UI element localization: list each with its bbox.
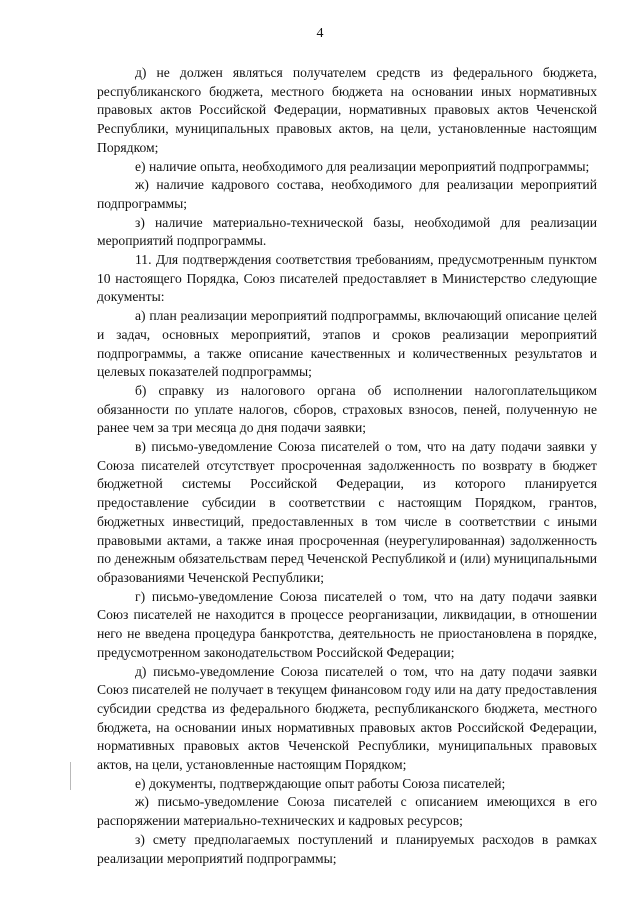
paragraph-zh-staff: ж) наличие кадрового состава, необходимого для реализации мероприятий подпрограммы;: [97, 177, 597, 211]
paragraph-d-no-funding-letter: д) письмо-уведомление Союза писателей о том, что на дату подачи заявки Союз писателей не получает в текущем финансовом году или на дату предоставления субсидии средства из федерального бюджета, республиканского бюджета, местного бюджета, на основании иных нормативных правовых актов Российской Федерации, нормативных правовых актов Чеченской Республики, муниципальных правовых актов, на цели, установленные настоящим Порядком;: [97, 663, 597, 773]
page-number: 4: [316, 26, 324, 41]
paragraph-b-tax-certificate: б) справку из налогового органа об исполнении налогоплательщиком обязанности по уплате налогов, сборов, страховых взносов, пеней, полученную не ранее чем за три месяца до дня подачи заявки;: [97, 382, 597, 436]
paragraph-zh-resources-letter: ж) письмо-уведомление Союза писателей с описанием имеющихся в его распоряжении материально-технических и кадровых ресурсов;: [97, 794, 597, 829]
paragraph-z-technical-base: з) наличие материально-технической базы, необходимой для реализации мероприятий подпрограммы.: [97, 214, 597, 249]
paragraph-e-experience-documents: е) документы, подтверждающие опыт работы Союза писателей;: [135, 775, 506, 791]
paragraph-g-no-reorganization-letter: г) письмо-уведомление Союза писателей о том, что на дату подачи заявки Союз писателей не находится в процессе реорганизации, ликвидации, в отношении него не введена процедура банкротства, деятельность не приостановлена в порядке, предусмотренном законодательством Российской Федерации;: [97, 588, 597, 660]
paragraph-a-plan: а) план реализации мероприятий подпрограммы, включающий описание целей и задач, основных мероприятий, этапов и сроков реализации мероприятий подпрограммы, а также описание качественных и количественных результатов и целевых показателей подпрограммы;: [97, 308, 597, 380]
document-body: [97, 64, 597, 868]
paragraph-d-not-recipient: д) не должен являться получателем средств из федерального бюджета, республиканского бюджета, местного бюджета на основании иных нормативных правовых актов Российской Федерации, нормативных правовых актов Чеченской Республики, муниципальных правовых актов, на цели, установленные настоящим Порядком;: [97, 65, 597, 155]
paragraph-z-budget-estimate: з) смету предполагаемых поступлений и планируемых расходов в рамках реализации мероприятий подпрограммы;: [97, 831, 597, 866]
paragraph-v-no-debt-letter: в) письмо-уведомление Союза писателей о том, что на дату подачи заявки у Союза писателей отсутствует просроченная задолженность по возврату в бюджет бюджетной системы Российской Федерации, из которого планируется предоставление субсидии в соответствии с настоящим Порядком, грантов, бюджетных инвестиций, предоставленных в том числе в соответствии с иными правовыми актами, а также иная просроченная (неурегулированная) задолженность по денежным обязательствам перед Чеченской Республикой и (или) муниципальными образованиями Чеченской Республики;: [97, 439, 597, 585]
paragraph-11-documents-intro: 11. Для подтверждения соответствия требованиям, предусмотренным пунктом 10 настоящего Порядка, Союз писателей предоставляет в Министерство следующие документы:: [97, 252, 597, 305]
scan-margin-mark: [70, 762, 71, 790]
paragraph-e-experience: е) наличие опыта, необходимого для реализации мероприятий подпрограммы;: [135, 158, 590, 174]
